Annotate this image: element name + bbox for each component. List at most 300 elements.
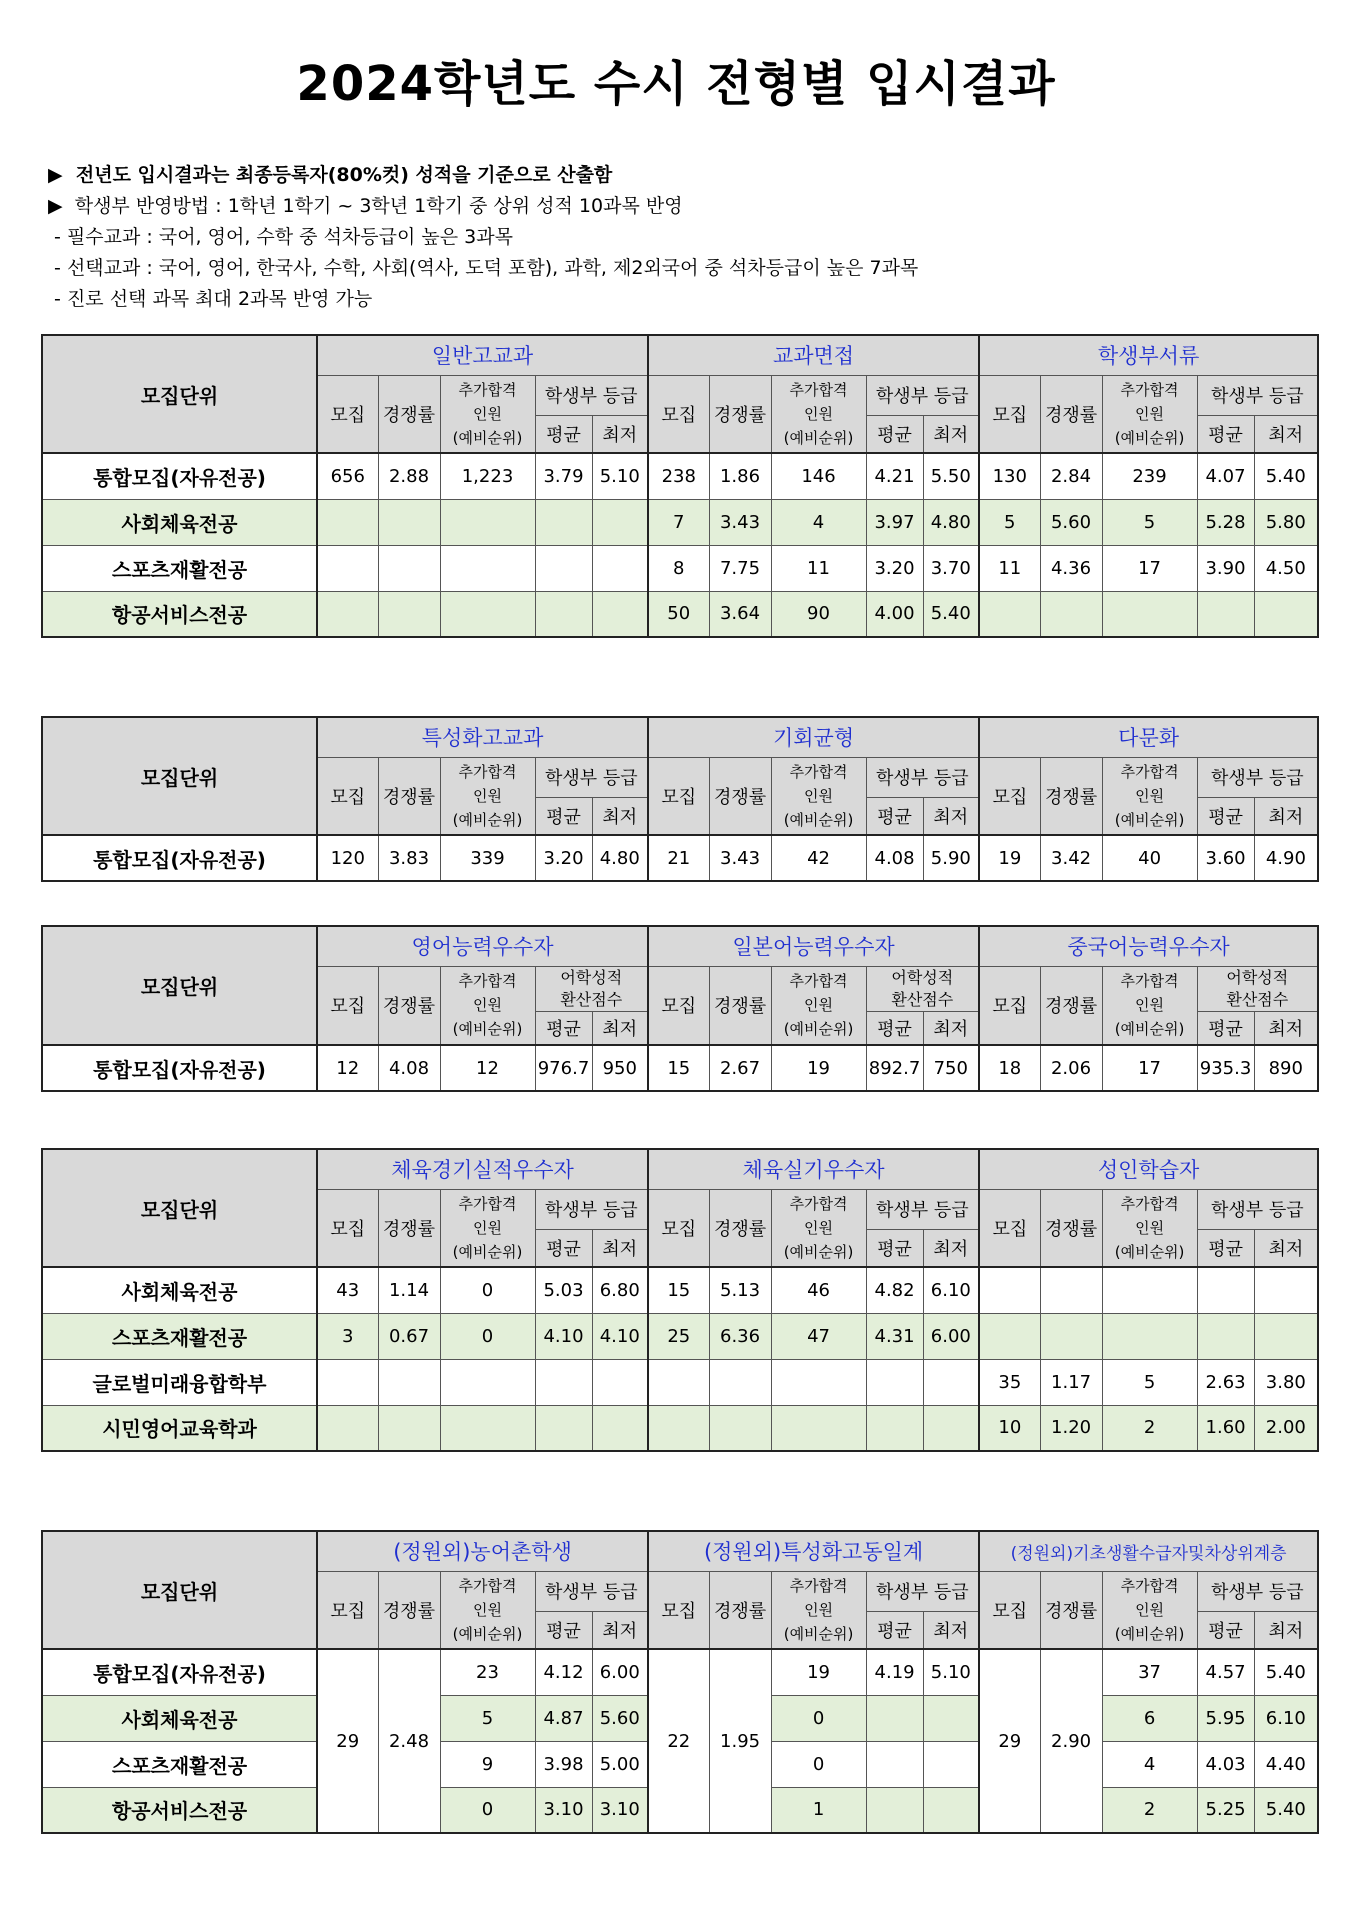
min-header: 최저 bbox=[1254, 1229, 1318, 1267]
data-cell: 6.80 bbox=[592, 1267, 648, 1313]
extra-header-line: 인원 bbox=[1135, 404, 1165, 423]
data-cell: 9 bbox=[440, 1741, 535, 1787]
data-cell: 3.79 bbox=[535, 453, 592, 499]
extra-header-line: 인원 bbox=[473, 996, 502, 1015]
extra-header-line: (예비순위) bbox=[452, 428, 523, 447]
min-header: 최저 bbox=[923, 415, 979, 453]
min-header: 최저 bbox=[1254, 1011, 1318, 1045]
extra-header-line: 추가합격 bbox=[458, 380, 517, 399]
bullet-icon: ▶ bbox=[48, 164, 63, 186]
data-cell: 6.10 bbox=[923, 1267, 979, 1313]
avg-header: 평균 bbox=[866, 415, 923, 453]
data-cell: 17 bbox=[1102, 545, 1197, 591]
dash-icon: - bbox=[54, 257, 61, 279]
data-cell bbox=[1040, 1313, 1102, 1359]
data-cell bbox=[378, 1359, 440, 1405]
table-row bbox=[42, 545, 1318, 591]
data-cell: 0.67 bbox=[378, 1313, 440, 1359]
data-cell: 37 bbox=[1102, 1649, 1197, 1695]
table-row bbox=[42, 1649, 1318, 1695]
data-cell: 7.75 bbox=[709, 545, 771, 591]
data-cell bbox=[378, 545, 440, 591]
extra-header-line: 인원 bbox=[804, 1600, 834, 1619]
group-header: 영어능력우수자 bbox=[317, 926, 648, 966]
data-cell: 4.07 bbox=[1197, 453, 1254, 499]
row-name: 통합모집(자유전공) bbox=[42, 1045, 317, 1091]
row-name: 스포츠재활전공 bbox=[42, 545, 317, 591]
extra-header bbox=[1102, 375, 1197, 453]
data-cell: 2.06 bbox=[1040, 1045, 1102, 1091]
extra-header-line: 인원 bbox=[1135, 996, 1165, 1015]
row-name: 사회체육전공 bbox=[42, 1695, 317, 1741]
rate-header: 경쟁률 bbox=[709, 375, 771, 453]
data-cell: 0 bbox=[440, 1313, 535, 1359]
data-cell: 239 bbox=[1102, 453, 1197, 499]
recruit-header: 모집 bbox=[317, 1571, 378, 1649]
group-header: (정원외)특성화고동일계 bbox=[648, 1531, 979, 1571]
data-cell bbox=[979, 1313, 1040, 1359]
avg-header: 평균 bbox=[866, 797, 923, 835]
grade-header: 학생부 등급 bbox=[866, 1189, 979, 1229]
lang-score-line: 환산점수 bbox=[891, 989, 954, 1009]
extra-header bbox=[440, 1571, 535, 1649]
row-name: 사회체육전공 bbox=[42, 1267, 317, 1313]
rate-cell: 2.90 bbox=[1040, 1649, 1102, 1833]
data-cell bbox=[648, 1359, 709, 1405]
data-cell: 6.00 bbox=[592, 1649, 648, 1695]
avg-header: 평균 bbox=[535, 415, 592, 453]
extra-header-line: 추가합격 bbox=[458, 1576, 517, 1595]
recruit-header: 모집 bbox=[979, 966, 1040, 1045]
data-cell: 4.12 bbox=[535, 1649, 592, 1695]
extra-header-line: 인원 bbox=[1135, 1600, 1165, 1619]
data-cell bbox=[1254, 591, 1318, 637]
data-cell: 35 bbox=[979, 1359, 1040, 1405]
rate-header: 경쟁률 bbox=[709, 966, 771, 1045]
data-cell: 12 bbox=[317, 1045, 378, 1091]
rate-header: 경쟁률 bbox=[1040, 1571, 1102, 1649]
rate-header: 경쟁률 bbox=[378, 375, 440, 453]
data-cell: 6.00 bbox=[923, 1313, 979, 1359]
extra-header-line: 인원 bbox=[804, 1218, 834, 1237]
data-cell: 4.57 bbox=[1197, 1649, 1254, 1695]
grade-header: 학생부 등급 bbox=[535, 1571, 648, 1611]
group-header: 체육경기실적우수자 bbox=[317, 1149, 648, 1189]
grade-header: 학생부 등급 bbox=[1197, 1571, 1318, 1611]
data-cell bbox=[440, 545, 535, 591]
data-cell: 3.70 bbox=[923, 545, 979, 591]
data-cell: 3.60 bbox=[1197, 835, 1254, 881]
min-header: 최저 bbox=[592, 1229, 648, 1267]
group-header: 일반고교과 bbox=[317, 335, 648, 375]
rate-cell: 2.48 bbox=[378, 1649, 440, 1833]
data-cell: 4 bbox=[1102, 1741, 1197, 1787]
data-cell bbox=[923, 1695, 979, 1741]
min-header: 최저 bbox=[1254, 415, 1318, 453]
data-cell: 1.17 bbox=[1040, 1359, 1102, 1405]
data-cell: 935.3 bbox=[1197, 1045, 1254, 1091]
grade-header: 학생부 등급 bbox=[1197, 375, 1318, 415]
data-cell: 15 bbox=[648, 1045, 709, 1091]
data-cell: 4.08 bbox=[866, 835, 923, 881]
data-cell: 4.90 bbox=[1254, 835, 1318, 881]
data-cell: 892.7 bbox=[866, 1045, 923, 1091]
data-cell: 2 bbox=[1102, 1787, 1197, 1833]
extra-header-line: (예비순위) bbox=[783, 428, 854, 447]
lang-score-header bbox=[1197, 966, 1318, 1011]
data-cell: 5 bbox=[979, 499, 1040, 545]
extra-header bbox=[771, 757, 866, 835]
note-line bbox=[48, 253, 918, 284]
extra-header-line: 인원 bbox=[804, 786, 834, 805]
extra-header-line: 추가합격 bbox=[458, 1194, 517, 1213]
data-cell: 1 bbox=[771, 1787, 866, 1833]
extra-header-line: 추가합격 bbox=[458, 972, 517, 991]
data-cell bbox=[317, 545, 378, 591]
rate-header: 경쟁률 bbox=[378, 757, 440, 835]
unit-header: 모집단위 bbox=[42, 1531, 317, 1649]
note-text: 진로 선택 과목 최대 2과목 반영 가능 bbox=[66, 288, 373, 310]
data-cell: 146 bbox=[771, 453, 866, 499]
row-name: 통합모집(자유전공) bbox=[42, 453, 317, 499]
dash-icon: - bbox=[54, 288, 61, 310]
data-cell bbox=[866, 1695, 923, 1741]
data-cell: 12 bbox=[440, 1045, 535, 1091]
data-cell: 5.00 bbox=[592, 1741, 648, 1787]
min-header: 최저 bbox=[592, 415, 648, 453]
min-header: 최저 bbox=[923, 1229, 979, 1267]
group-header: 특성화고교과 bbox=[317, 717, 648, 757]
data-cell: 18 bbox=[979, 1045, 1040, 1091]
extra-header-line: 추가합격 bbox=[789, 380, 848, 399]
extra-header-line: 인원 bbox=[804, 404, 833, 423]
data-cell bbox=[1102, 1267, 1197, 1313]
data-cell: 4.08 bbox=[378, 1045, 440, 1091]
extra-header bbox=[440, 966, 535, 1045]
table-row bbox=[42, 1267, 1318, 1313]
data-cell bbox=[440, 591, 535, 637]
recruit-header: 모집 bbox=[317, 1189, 378, 1267]
data-cell: 7 bbox=[648, 499, 709, 545]
extra-header-line: 인원 bbox=[473, 404, 502, 423]
min-header: 최저 bbox=[592, 797, 648, 835]
data-cell: 5.95 bbox=[1197, 1695, 1254, 1741]
grade-header: 학생부 등급 bbox=[535, 375, 648, 415]
data-cell: 90 bbox=[771, 591, 866, 637]
extra-header-line: 인원 bbox=[473, 1600, 502, 1619]
grade-header: 학생부 등급 bbox=[1197, 757, 1318, 797]
group-header: 체육실기우수자 bbox=[648, 1149, 979, 1189]
data-cell bbox=[1197, 1313, 1254, 1359]
data-cell: 4.82 bbox=[866, 1267, 923, 1313]
data-cell: 890 bbox=[1254, 1045, 1318, 1091]
data-cell: 10 bbox=[979, 1405, 1040, 1451]
min-header: 최저 bbox=[923, 797, 979, 835]
table-row bbox=[42, 591, 1318, 637]
note-text: 선택교과 : 국어, 영어, 한국사, 수학, 사회(역사, 도덕 포함), 과학, 제2외국어 중 석차등급이 높은 7과목 bbox=[66, 257, 919, 279]
data-cell: 25 bbox=[648, 1313, 709, 1359]
bullet-icon: ▶ bbox=[48, 195, 63, 217]
grade-header: 학생부 등급 bbox=[535, 757, 648, 797]
avg-header: 평균 bbox=[535, 797, 592, 835]
data-cell bbox=[592, 499, 648, 545]
data-cell: 3.80 bbox=[1254, 1359, 1318, 1405]
grade-header: 학생부 등급 bbox=[866, 375, 979, 415]
lang-score-line: 어학성적 bbox=[891, 967, 954, 987]
data-cell: 4.87 bbox=[535, 1695, 592, 1741]
recruit-header: 모집 bbox=[979, 375, 1040, 453]
data-cell bbox=[1102, 591, 1197, 637]
data-cell: 3.20 bbox=[866, 545, 923, 591]
recruit-header: 모집 bbox=[979, 757, 1040, 835]
data-cell: 4.10 bbox=[535, 1313, 592, 1359]
data-cell: 238 bbox=[648, 453, 709, 499]
row-name: 항공서비스전공 bbox=[42, 591, 317, 637]
lang-score-line: 어학성적 bbox=[560, 967, 623, 987]
data-cell bbox=[378, 591, 440, 637]
table-row bbox=[42, 1045, 1318, 1091]
min-header: 최저 bbox=[1254, 797, 1318, 835]
data-cell: 976.7 bbox=[535, 1045, 592, 1091]
data-cell: 120 bbox=[317, 835, 378, 881]
data-cell: 4.36 bbox=[1040, 545, 1102, 591]
min-header: 최저 bbox=[923, 1011, 979, 1045]
rate-header: 경쟁률 bbox=[378, 1571, 440, 1649]
data-cell: 3.20 bbox=[535, 835, 592, 881]
data-cell bbox=[592, 1359, 648, 1405]
extra-header-line: (예비순위) bbox=[452, 1020, 523, 1039]
table-row bbox=[42, 1313, 1318, 1359]
data-cell: 3.83 bbox=[378, 835, 440, 881]
recruit-header: 모집 bbox=[317, 966, 378, 1045]
extra-header bbox=[771, 1189, 866, 1267]
data-cell bbox=[923, 1787, 979, 1833]
note-line bbox=[48, 284, 918, 315]
data-cell: 2.00 bbox=[1254, 1405, 1318, 1451]
rate-header: 경쟁률 bbox=[709, 757, 771, 835]
results-table bbox=[41, 925, 1319, 1092]
data-cell: 2.88 bbox=[378, 453, 440, 499]
avg-header: 평균 bbox=[535, 1611, 592, 1649]
results-table bbox=[41, 334, 1319, 638]
note-line bbox=[48, 160, 918, 191]
data-cell: 3.43 bbox=[709, 499, 771, 545]
data-cell bbox=[317, 1359, 378, 1405]
data-cell bbox=[440, 1405, 535, 1451]
data-cell: 5 bbox=[1102, 1359, 1197, 1405]
unit-header: 모집단위 bbox=[42, 717, 317, 835]
data-cell: 3.64 bbox=[709, 591, 771, 637]
data-cell bbox=[923, 1405, 979, 1451]
data-cell: 47 bbox=[771, 1313, 866, 1359]
recruit-cell: 29 bbox=[317, 1649, 378, 1833]
data-cell: 8 bbox=[648, 545, 709, 591]
group-header: 다문화 bbox=[979, 717, 1318, 757]
data-cell: 656 bbox=[317, 453, 378, 499]
unit-header: 모집단위 bbox=[42, 926, 317, 1045]
data-cell: 19 bbox=[771, 1649, 866, 1695]
lang-score-line: 환산점수 bbox=[1226, 989, 1289, 1009]
data-cell: 3.10 bbox=[592, 1787, 648, 1833]
data-cell bbox=[866, 1359, 923, 1405]
rate-header: 경쟁률 bbox=[1040, 757, 1102, 835]
data-cell: 4.31 bbox=[866, 1313, 923, 1359]
data-cell: 3.98 bbox=[535, 1741, 592, 1787]
table-row bbox=[42, 499, 1318, 545]
data-cell bbox=[866, 1787, 923, 1833]
data-cell: 1.60 bbox=[1197, 1405, 1254, 1451]
rate-header: 경쟁률 bbox=[1040, 1189, 1102, 1267]
data-cell: 4.21 bbox=[866, 453, 923, 499]
data-cell bbox=[317, 591, 378, 637]
results-table bbox=[41, 1148, 1319, 1452]
table-row bbox=[42, 1405, 1318, 1451]
data-cell: 5.25 bbox=[1197, 1787, 1254, 1833]
data-cell bbox=[1040, 591, 1102, 637]
data-cell bbox=[866, 1741, 923, 1787]
extra-header-line: 인원 bbox=[473, 786, 502, 805]
data-cell bbox=[440, 499, 535, 545]
data-cell: 5.40 bbox=[1254, 1787, 1318, 1833]
data-cell: 4.80 bbox=[923, 499, 979, 545]
extra-header-line: (예비순위) bbox=[1114, 1624, 1185, 1643]
data-cell: 6 bbox=[1102, 1695, 1197, 1741]
data-cell bbox=[648, 1405, 709, 1451]
data-cell bbox=[592, 591, 648, 637]
unit-header: 모집단위 bbox=[42, 1149, 317, 1267]
row-name: 항공서비스전공 bbox=[42, 1787, 317, 1833]
extra-header-line: (예비순위) bbox=[783, 1242, 854, 1261]
avg-header: 평균 bbox=[866, 1011, 923, 1045]
data-cell: 5.50 bbox=[923, 453, 979, 499]
data-cell: 1.14 bbox=[378, 1267, 440, 1313]
extra-header-line: 추가합격 bbox=[1120, 972, 1179, 991]
notes bbox=[48, 160, 918, 315]
data-cell bbox=[440, 1359, 535, 1405]
data-cell bbox=[535, 1359, 592, 1405]
lang-score-line: 어학성적 bbox=[1226, 967, 1289, 987]
data-cell bbox=[535, 545, 592, 591]
dash-icon: - bbox=[54, 226, 61, 248]
unit-header: 모집단위 bbox=[42, 335, 317, 453]
extra-header-line: (예비순위) bbox=[1114, 810, 1185, 829]
page-title: 2024학년도 수시 전형별 입시결과 bbox=[296, 56, 1056, 112]
data-cell: 19 bbox=[771, 1045, 866, 1091]
extra-header bbox=[771, 966, 866, 1045]
results-table bbox=[41, 716, 1319, 882]
avg-header: 평균 bbox=[1197, 797, 1254, 835]
data-cell: 0 bbox=[440, 1787, 535, 1833]
data-cell: 46 bbox=[771, 1267, 866, 1313]
data-cell: 15 bbox=[648, 1267, 709, 1313]
row-name: 스포츠재활전공 bbox=[42, 1741, 317, 1787]
data-cell: 3.43 bbox=[709, 835, 771, 881]
data-cell: 3.97 bbox=[866, 499, 923, 545]
extra-header-line: 인원 bbox=[1135, 1218, 1165, 1237]
data-cell: 2 bbox=[1102, 1405, 1197, 1451]
data-cell: 5.10 bbox=[923, 1649, 979, 1695]
data-cell: 5.40 bbox=[923, 591, 979, 637]
data-cell: 5.40 bbox=[1254, 453, 1318, 499]
row-name: 통합모집(자유전공) bbox=[42, 1649, 317, 1695]
data-cell: 5.28 bbox=[1197, 499, 1254, 545]
data-cell: 4.00 bbox=[866, 591, 923, 637]
data-cell: 19 bbox=[979, 835, 1040, 881]
extra-header bbox=[1102, 757, 1197, 835]
min-header: 최저 bbox=[1254, 1611, 1318, 1649]
data-cell: 5.60 bbox=[592, 1695, 648, 1741]
grade-header: 학생부 등급 bbox=[535, 1189, 648, 1229]
data-cell: 5.80 bbox=[1254, 499, 1318, 545]
data-cell bbox=[1040, 1267, 1102, 1313]
avg-header: 평균 bbox=[1197, 1229, 1254, 1267]
data-cell: 4 bbox=[771, 499, 866, 545]
extra-header-line: (예비순위) bbox=[452, 1242, 523, 1261]
data-cell bbox=[709, 1405, 771, 1451]
extra-header-line: 추가합격 bbox=[1120, 380, 1179, 399]
data-cell: 4.80 bbox=[592, 835, 648, 881]
rate-header: 경쟁률 bbox=[1040, 375, 1102, 453]
extra-header-line: 인원 bbox=[473, 1218, 502, 1237]
data-cell: 0 bbox=[771, 1695, 866, 1741]
data-cell bbox=[592, 545, 648, 591]
grade-header: 학생부 등급 bbox=[866, 1571, 979, 1611]
data-cell: 0 bbox=[440, 1267, 535, 1313]
recruit-header: 모집 bbox=[648, 966, 709, 1045]
data-cell: 339 bbox=[440, 835, 535, 881]
results-table bbox=[41, 1530, 1319, 1834]
extra-header-line: (예비순위) bbox=[1114, 428, 1185, 447]
recruit-header: 모집 bbox=[317, 375, 378, 453]
group-header: (정원외)농어촌학생 bbox=[317, 1531, 648, 1571]
data-cell bbox=[923, 1741, 979, 1787]
note-text: 학생부 반영방법 : 1학년 1학기 ~ 3학년 1학기 중 상위 성적 10과목 반영 bbox=[74, 195, 683, 217]
data-cell: 5 bbox=[1102, 499, 1197, 545]
extra-header-line: 인원 bbox=[804, 996, 834, 1015]
group-header: 중국어능력우수자 bbox=[979, 926, 1318, 966]
extra-header-line: (예비순위) bbox=[1114, 1242, 1185, 1261]
avg-header: 평균 bbox=[866, 1611, 923, 1649]
extra-header-line: 추가합격 bbox=[789, 972, 848, 991]
extra-header-line: (예비순위) bbox=[1114, 1020, 1185, 1039]
data-cell: 950 bbox=[592, 1045, 648, 1091]
extra-header-line: (예비순위) bbox=[783, 1624, 854, 1643]
data-cell: 5 bbox=[440, 1695, 535, 1741]
data-cell bbox=[378, 499, 440, 545]
rate-header: 경쟁률 bbox=[1040, 966, 1102, 1045]
data-cell: 4.19 bbox=[866, 1649, 923, 1695]
rate-header: 경쟁률 bbox=[378, 966, 440, 1045]
data-cell bbox=[378, 1405, 440, 1451]
avg-header: 평균 bbox=[1197, 415, 1254, 453]
extra-header-line: 추가합격 bbox=[458, 762, 517, 781]
data-cell: 3 bbox=[317, 1313, 378, 1359]
note-text: 전년도 입시결과는 최종등록자(80%컷) 성적을 기준으로 산출함 bbox=[75, 164, 613, 186]
data-cell bbox=[317, 1405, 378, 1451]
group-header: 학생부서류 bbox=[979, 335, 1318, 375]
extra-header bbox=[1102, 1189, 1197, 1267]
data-cell: 4.40 bbox=[1254, 1741, 1318, 1787]
data-cell: 1,223 bbox=[440, 453, 535, 499]
row-name: 글로벌미래융합학부 bbox=[42, 1359, 317, 1405]
table-row bbox=[42, 835, 1318, 881]
group-header: 교과면접 bbox=[648, 335, 979, 375]
data-cell: 6.10 bbox=[1254, 1695, 1318, 1741]
data-cell: 11 bbox=[771, 545, 866, 591]
data-cell bbox=[1197, 591, 1254, 637]
extra-header bbox=[771, 1571, 866, 1649]
data-cell: 1.86 bbox=[709, 453, 771, 499]
